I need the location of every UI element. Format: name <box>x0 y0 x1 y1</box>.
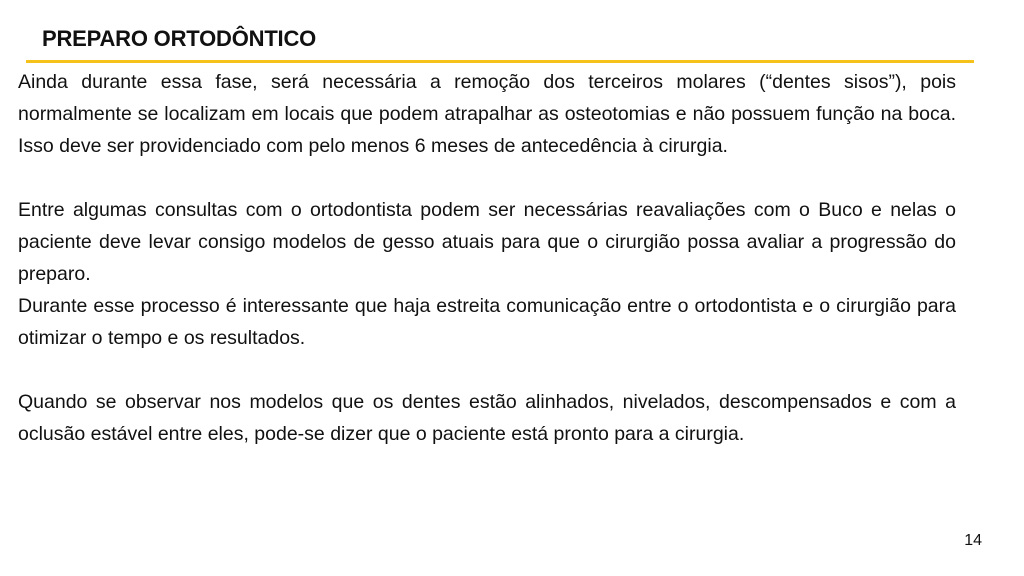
title-underline <box>26 60 974 63</box>
paragraph-reevaluations: Entre algumas consultas com o ortodontista podem ser necessárias reavaliações com o Buco e nelas o paciente deve levar consigo modelos de gesso atuais para que o cirurgião possa avaliar a progressão do preparo. <box>18 199 956 285</box>
paragraph-third-molars: Ainda durante essa fase, será necessária a remoção dos terceiros molares (“dentes sisos”), pois normalmente se localizam em locais que podem atrapalhar as osteotomias e não possuem função na boca. Isso deve ser providenciado com pelo menos 6 meses de antecedência à cirurgia. <box>18 71 956 157</box>
slide-body <box>18 66 956 450</box>
paragraph-communication: Durante esse processo é interessante que haja estreita comunicação entre o ortodontista e o cirurgião para otimizar o tempo e os resultados. <box>18 295 956 349</box>
slide-title: PREPARO ORTODÔNTICO <box>42 26 317 51</box>
paragraph-ready-for-surgery: Quando se observar nos modelos que os dentes estão alinhados, nivelados, descompensados e com a oclusão estável entre eles, pode-se dizer que o paciente está pronto para a cirurgia. <box>18 391 956 445</box>
page-number: 14 <box>964 532 982 549</box>
